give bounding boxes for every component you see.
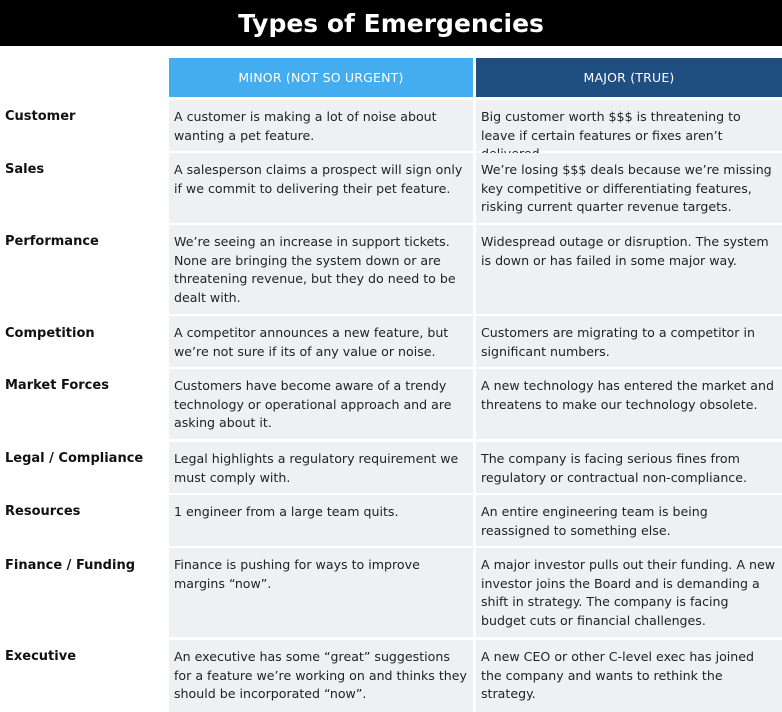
row-label-customer: Customer bbox=[5, 109, 76, 124]
row-label-legal-compliance: Legal / Compliance bbox=[5, 451, 144, 466]
cell-sales-major: We’re losing $$$ deals because we’re missing key competitive or differentiating features, risking current quarter revenue targets. bbox=[476, 153, 782, 223]
cell-resources-major: An entire engineering team is being reassigned to something else. bbox=[476, 495, 782, 546]
cell-customer-major: Big customer worth $$$ is threatening to leave if certain features or fixes aren’t bbox=[476, 100, 782, 151]
row-label-finance-funding: Finance / Funding bbox=[5, 558, 136, 573]
row-label-market-forces: Market Forces bbox=[5, 378, 109, 393]
cell-market-forces-minor: Customers have become aware of a trendy technology or operational approach and are asking about it. bbox=[169, 369, 473, 439]
cell-finance-funding-minor: Finance is pushing for ways to improve margins “now”. bbox=[169, 548, 473, 637]
row-label-competition: Competition bbox=[5, 326, 95, 341]
cell-performance-major: Widespread outage or disruption. The system is down or has failed in some major way. bbox=[476, 225, 782, 314]
cell-sales-minor: A salesperson claims a prospect will sign only if we commit to delivering their pet feature. bbox=[169, 153, 473, 223]
cell-executive-minor: An executive has some “great” suggestions for a feature we’re working on and thinks they should be incorporated “now”. bbox=[169, 640, 473, 712]
cell-resources-minor: 1 engineer from a large team quits. bbox=[169, 495, 473, 546]
cell-competition-minor: A competitor announces a new feature, but we’re not sure if its of any value or noise. bbox=[169, 316, 473, 367]
cell-legal-compliance-major: The company is facing serious fines from regulatory or contractual non-compliance. bbox=[476, 442, 782, 493]
cell-customer-minor: A customer is making a lot of noise about wanting a pet feature. bbox=[169, 100, 473, 151]
row-label-executive: Executive bbox=[5, 649, 77, 664]
row-label-resources: Resources bbox=[5, 504, 81, 519]
column-header-minor: MINOR (NOT SO URGENT) bbox=[169, 58, 473, 97]
cell-executive-major: A new CEO or other C-level exec has joined the company and wants to rethink the strategy. bbox=[476, 640, 782, 712]
cell-finance-funding-major: A major investor pulls out their funding. A new investor joins the Board and is demanding a shift in strategy. The company is facing budget cuts or financial challenges. bbox=[476, 548, 782, 637]
cell-competition-major: Customers are migrating to a competitor in significant numbers. bbox=[476, 316, 782, 367]
row-label-sales: Sales bbox=[5, 162, 45, 177]
page-title: Types of Emergencies bbox=[0, 0, 782, 46]
cell-legal-compliance-minor: Legal highlights a regulatory requirement we must comply with. bbox=[169, 442, 473, 493]
cell-performance-minor: We’re seeing an increase in support tickets. None are bringing the system down or are threatening revenue, but they do need to be dealt with. bbox=[169, 225, 473, 314]
cell-market-forces-major: A new technology has entered the market and threatens to make our technology obsolete. bbox=[476, 369, 782, 439]
column-header-major: MAJOR (TRUE) bbox=[476, 58, 782, 97]
row-label-performance: Performance bbox=[5, 234, 99, 249]
